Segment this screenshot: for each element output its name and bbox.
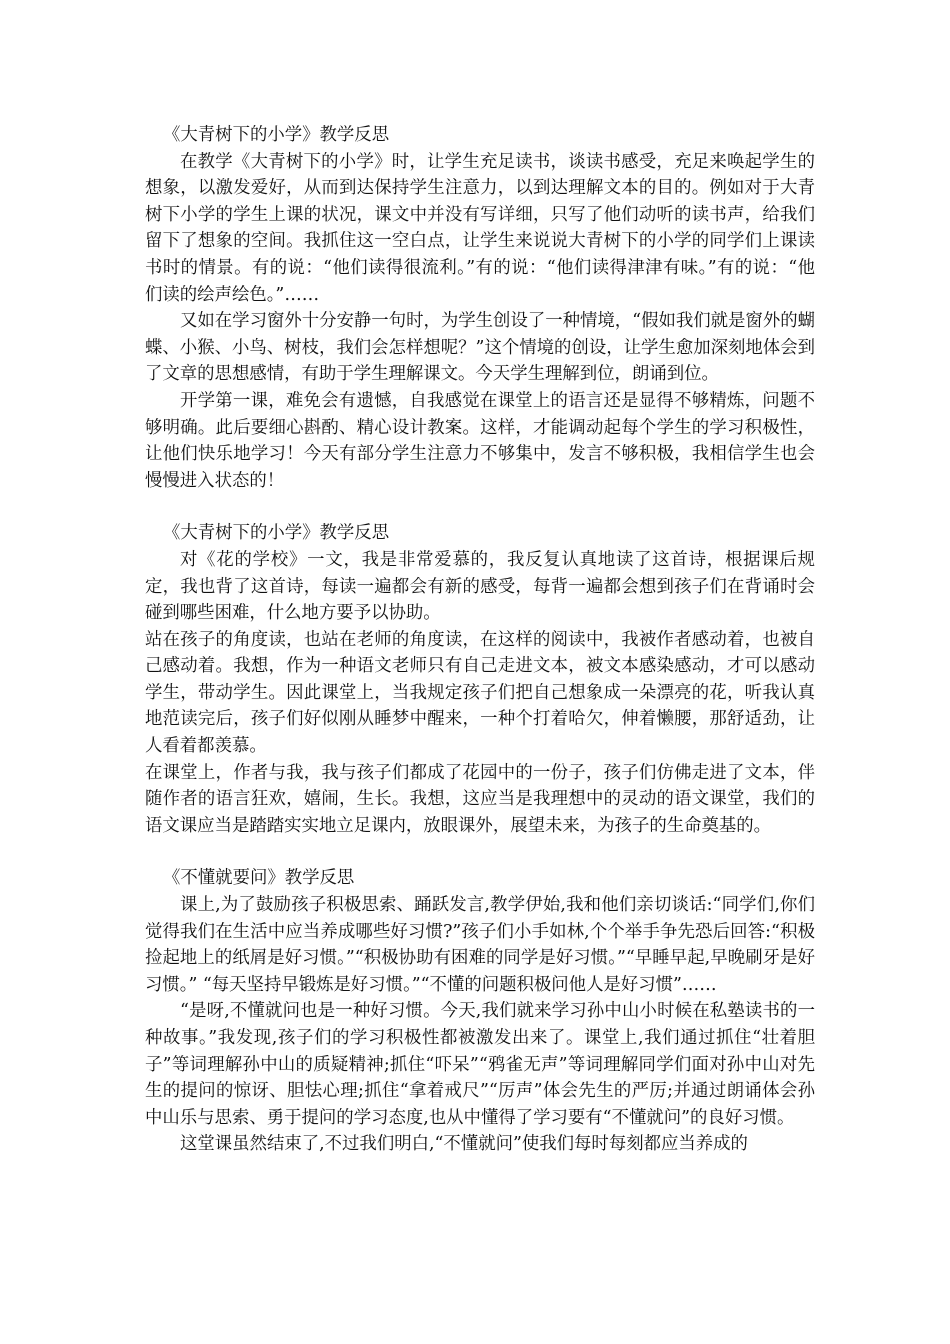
section-spacer — [145, 839, 815, 865]
section-3 — [145, 865, 815, 1158]
paragraph: 课上,为了鼓励孩子积极思索、踊跃发言,教学伊始,我和他们亲切谈话:“同学们,你们觉得我们在生活中应当养成哪些好习惯?”孩子们小手如林,个个举手争先恐后回答:“积极捡起地上的纸屑是好习惯。”“积极协助有困难的同学是好习惯。”“早睡早起,早晚刷牙是好习惯。” “每天坚持早锻炼是好习惯。”“不懂的问题积极问他人是好习惯”…… — [145, 895, 815, 995]
section-title: 《大青树下的小学》教学反思 — [163, 125, 390, 145]
paragraph: 这堂课虽然结束了,不过我们明白,“不懂就问”使我们每时每刻都应当养成的 — [180, 1134, 748, 1155]
paragraph: 在教学《大青树下的小学》时，让学生充足读书，谈读书感受，充足来唤起学生的想象，以激发爱好，从而到达保持学生注意力，以到达理解文本的目的。例如对于大青树下小学的学生上课的状况，课文中并没有写详细，只写了他们动听的读书声，给我们留下了想象的空间。我抓住这一空白点，让学生来说说大青树下的小学的同学们上课读书时的情景。有的说：“他们读得很流利。”有的说：“他们读得津津有味。”有的说：“他们读的绘声绘色。”…… — [145, 151, 815, 305]
section-title: 《不懂就要问》教学反思 — [163, 868, 355, 889]
paragraph: 站在孩子的角度读，也站在老师的角度读，在这样的阅读中，我被作者感动着，也被自己感动着。我想，作为一种语文老师只有自己走进文本，被文本感染感动，才可以感动学生，带动学生。因此课堂上，当我规定孩子们把自己想象成一朵漂亮的花，听我认真地范读完后，孩子们好似刚从睡梦中醒来，一种个打着哈欠，伸着懒腰，那舒适劲，让人看着都羡慕。 — [145, 629, 815, 757]
paragraph: “是呀,不懂就问也是一种好习惯。今天,我们就来学习孙中山小时候在私塾读书的一种故事。”我发现,孩子们的学习积极性都被激发出来了。课堂上,我们通过抓住“壮着胆子”等词理解孙中山的质疑精神;抓住“吓呆”“鸦雀无声”等词理解同学们面对孙中山对先生的提问的惊讶、胆怯心理;抓住“拿着戒尺”“厉声”体会先生的严厉;并通过朗诵体会孙中山乐与思索、勇于提问的学习态度,也从中懂得了学习要有“不懂就问”的良好习惯。 — [145, 1001, 815, 1128]
paragraph: 在课堂上，作者与我，我与孩子们都成了花园中的一份子，孩子们仿佛走进了文本，伴随作者的语言狂欢，嬉闹，生长。我想，这应当是我理想中的灵动的语文课堂，我们的语文课应当是踏踏实实地立足课内，放眼课外，展望未来，为孩子的生命奠基的。 — [145, 762, 815, 836]
paragraph: 又如在学习窗外十分安静一句时，为学生创设了一种情境，“假如我们就是窗外的蝴蝶、小猴、小鸟、树枝，我们会怎样想呢？”这个情境的创设，让学生愈加深刻地体会到了文章的思想感情，有助于学生理解课文。今天学生理解到位，朗诵到位。 — [145, 311, 815, 385]
section-spacer — [145, 494, 815, 520]
section-1 — [145, 122, 815, 494]
paragraph: 开学第一课，难免会有遗憾，自我感觉在课堂上的语言还是显得不够精炼，问题不够明确。此后要细心斟酌、精心设计教案。这样，才能调动起每个学生的学习积极性，让他们快乐地学习！今天有部分学生注意力不够集中，发言不够积极，我相信学生也会慢慢进入状态的！ — [145, 390, 815, 491]
section-2 — [145, 520, 815, 839]
section-title: 《大青树下的小学》教学反思 — [163, 523, 390, 544]
paragraph: 对《花的学校》一文，我是非常爱慕的，我反复认真地读了这首诗，根据课后规定，我也背了这首诗，每读一遍都会有新的感受，每背一遍都会想到孩子们在背诵时会碰到哪些困难，什么地方要予以协助。 — [145, 549, 815, 624]
document-page — [145, 122, 815, 1158]
